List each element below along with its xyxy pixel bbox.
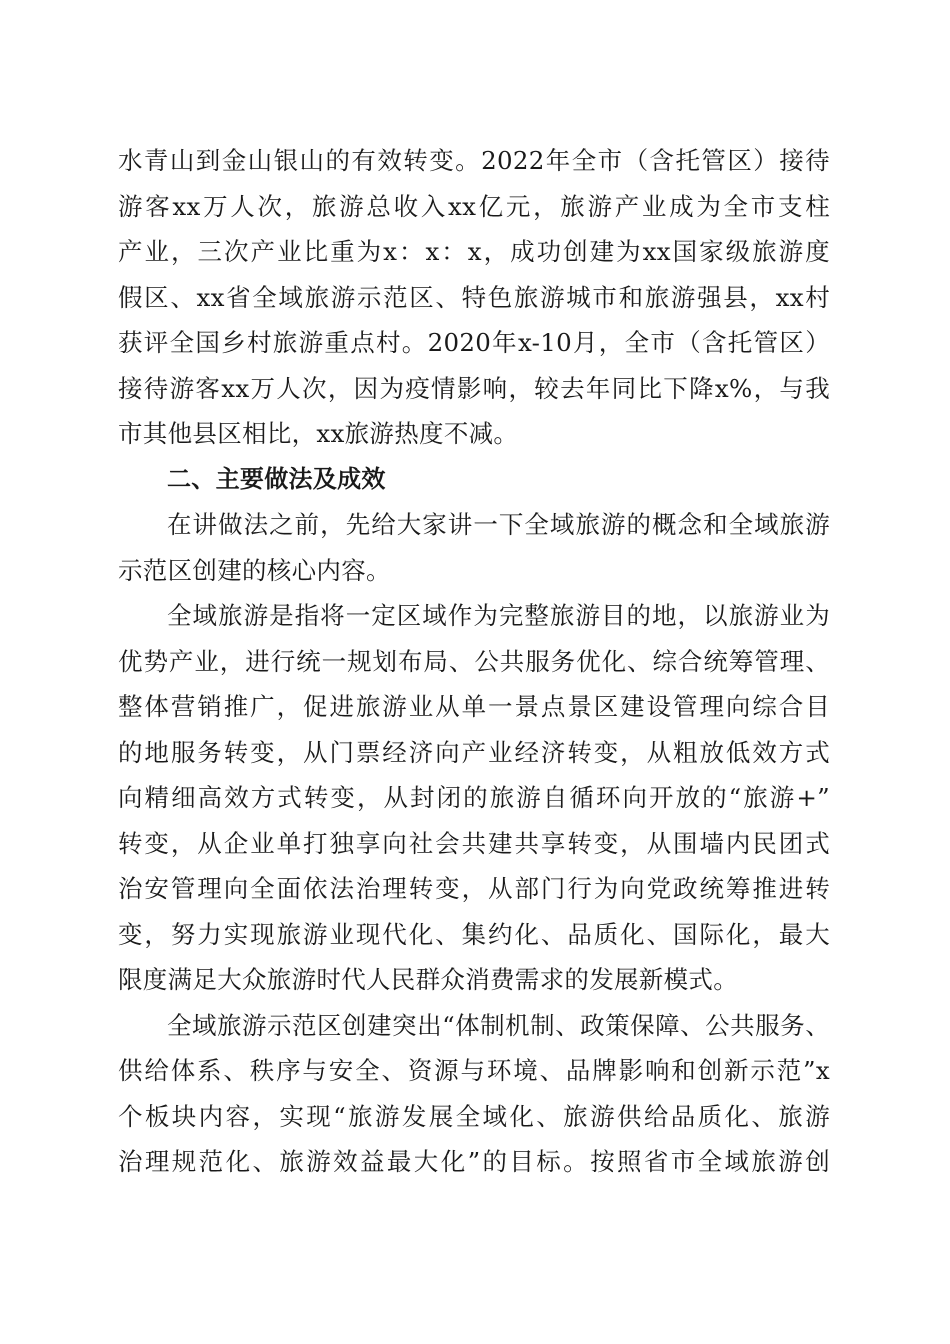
- paragraph-line: 整体营销推广，促进旅游业从单一景点景区建设管理向综合目: [118, 692, 830, 721]
- paragraph-line: 治安管理向全面依法治理转变，从部门行为向党政统筹推进转: [118, 874, 830, 903]
- paragraph-line: 全域旅游示范区创建突出“体制机制、政策保障、公共服务、: [167, 1010, 830, 1040]
- section-heading: 二、主要做法及成效: [167, 464, 386, 493]
- paragraph-line: 供给体系、秩序与安全、资源与环境、品牌影响和创新示范”x: [118, 1056, 830, 1085]
- paragraph-preface: [118, 502, 830, 593]
- paragraph-line: 变，努力实现旅游业现代化、集约化、品质化、国际化，最大: [118, 919, 830, 949]
- paragraph-line: 示范区创建的核心内容。: [118, 555, 391, 585]
- paragraph-line: 优势产业，进行统一规划布局、公共服务优化、综合统筹管理、: [118, 646, 830, 676]
- paragraph-demonstration-zone: [118, 1003, 830, 1185]
- paragraph-line: 限度满足大众旅游时代人民群众消费需求的发展新模式。: [118, 965, 738, 994]
- paragraph-line: 全域旅游是指将一定区域作为完整旅游目的地，以旅游业为: [167, 601, 830, 630]
- paragraph-line: 产业，三次产业比重为x：x：x，成功创建为xx国家级旅游度: [118, 237, 830, 266]
- paragraph-line: 市其他县区相比，xx旅游热度不减。: [118, 419, 519, 448]
- paragraph-line: 个板块内容，实现“旅游发展全域化、旅游供给品质化、旅游: [118, 1101, 830, 1131]
- paragraph-line: 假区、xx省全域旅游示范区、特色旅游城市和旅游强县，xx村: [118, 282, 830, 312]
- document-body: [118, 138, 830, 1185]
- paragraph-line: 向精细高效方式转变，从封闭的旅游自循环向开放的“旅游+”: [118, 783, 830, 812]
- paragraph-line: 的地服务转变，从门票经济向产业经济转变，从粗放低效方式: [118, 737, 830, 767]
- paragraph-line: 在讲做法之前，先给大家讲一下全域旅游的概念和全域旅游: [167, 510, 830, 539]
- paragraph-definition: [118, 593, 830, 1003]
- paragraph-line: 治理规范化、旅游效益最大化”的目标。按照省市全域旅游创: [118, 1147, 830, 1176]
- paragraph-line: 转变，从企业单打独享向社会共建共享转变，从围墙内民团式: [118, 828, 830, 858]
- paragraph-line: 接待游客xx万人次，因为疫情影响，较去年同比下降x%，与我: [118, 373, 830, 403]
- paragraph-line: 水青山到金山银山的有效转变。2022年全市（含托管区）接待: [118, 146, 830, 175]
- paragraph-line: 游客xx万人次，旅游总收入xx亿元，旅游产业成为全市支柱: [118, 191, 830, 221]
- paragraph-line: 获评全国乡村旅游重点村。2020年x-10月，全市（含托管区）: [118, 328, 830, 357]
- paragraph-intro-stats: [118, 138, 830, 457]
